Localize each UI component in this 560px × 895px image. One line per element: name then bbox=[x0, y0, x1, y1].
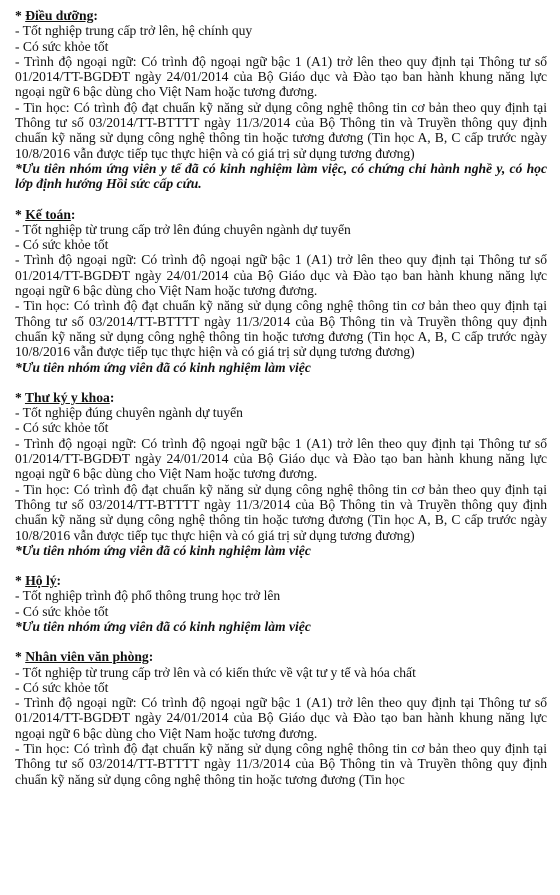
section-dieu-duong bbox=[15, 8, 547, 192]
section-heading bbox=[15, 390, 547, 405]
requirement-foreign-language: - Trình độ ngoại ngữ: Có trình độ ngoại ngữ bậc 1 (A1) trở lên theo quy định tại Thông tư số 01/2014/TT-BGDĐT ngày 24/01/2014 của Bộ Giáo dục và Đào tạo ban hành khung năng lực ngoại ngữ 6 bậc dùng cho Việt Nam hoặc tương đương. bbox=[15, 695, 547, 741]
heading-colon: : bbox=[148, 649, 154, 665]
requirement-health: - Có sức khỏe tốt bbox=[15, 679, 109, 695]
requirement-health: - Có sức khỏe tốt bbox=[15, 603, 109, 619]
heading-title: Kế toán bbox=[25, 206, 71, 222]
priority-note: *Ưu tiên nhóm ứng viên đã có kinh nghiệm làm việc bbox=[15, 359, 311, 375]
heading-colon: : bbox=[56, 573, 62, 589]
section-nhan-vien-van-phong bbox=[15, 649, 547, 787]
section-heading bbox=[15, 207, 547, 222]
heading-title: Điều dưỡng bbox=[25, 8, 94, 23]
heading-star: * bbox=[15, 8, 26, 23]
heading-star: * bbox=[15, 649, 26, 665]
heading-title: Thư ký y khoa bbox=[24, 389, 110, 405]
priority-note: *Ưu tiên nhóm ứng viên y tế đã có kinh nghiệm làm việc, có chứng chỉ hành nghề y, có học lớp định hướng Hồi sức cấp cứu. bbox=[15, 160, 547, 192]
section-heading bbox=[15, 649, 547, 664]
requirement-education: - Tốt nghiệp trình độ phổ thông trung học trở lên bbox=[15, 588, 281, 604]
requirement-education: - Tốt nghiệp từ trung cấp trở lên đúng chuyên ngành dự tuyển bbox=[15, 221, 351, 237]
requirement-foreign-language: - Trình độ ngoại ngữ: Có trình độ ngoại ngữ bậc 1 (A1) trở lên theo quy định tại Thông tư số 01/2014/TT-BGDĐT ngày 24/01/2014 của Bộ Giáo dục và Đào tạo ban hành khung năng lực ngoại ngữ 6 bậc dùng cho Việt Nam hoặc tương đương. bbox=[15, 435, 547, 482]
heading-colon: : bbox=[70, 206, 76, 222]
requirement-education: - Tốt nghiệp trung cấp trở lên, hệ chính quy bbox=[15, 23, 253, 39]
requirement-it: - Tin học: Có trình độ đạt chuẩn kỹ năng sử dụng công nghệ thông tin cơ bản theo quy định tại Thông tư số 03/2014/TT-BTTTT ngày 11/3/2014 của Bộ Thông tin và Truyền thông quy định chuẩn kỹ năng sử dụng công nghệ thông tin hoặc tương đương (Tin học A, B, C cấp trước ngày 10/8/2016 vẫn được tiếp tục thực hiện và có giá trị sử dụng tương đương) bbox=[15, 99, 547, 161]
heading-star: * bbox=[15, 389, 25, 405]
requirement-health: - Có sức khỏe tốt bbox=[15, 420, 109, 436]
requirement-foreign-language: - Trình độ ngoại ngữ: Có trình độ ngoại ngữ bậc 1 (A1) trở lên theo quy định tại Thông tư số 01/2014/TT-BGDĐT ngày 24/01/2014 của Bộ Giáo dục và Đào tạo ban hành khung năng lực ngoại ngữ 6 bậc dùng cho Việt Nam hoặc tương đương. bbox=[15, 252, 547, 299]
section-heading bbox=[15, 8, 547, 23]
requirement-it: - Tin học: Có trình độ đạt chuẩn kỹ năng sử dụng công nghệ thông tin cơ bản theo quy định tại Thông tư số 03/2014/TT-BTTTT ngày 11/3/2014 của Bộ Thông tin và Truyền thông quy định chuẩn kỹ năng sử dụng công nghệ thông tin hoặc tương đương (Tin học A, B, C cấp trước ngày 10/8/2016 vẫn được tiếp tục thực hiện và có giá trị sử dụng tương đương) bbox=[15, 298, 547, 360]
heading-star: * bbox=[15, 206, 26, 222]
section-ke-toan bbox=[15, 207, 547, 375]
heading-colon: : bbox=[109, 389, 115, 405]
heading-star: * bbox=[15, 573, 26, 589]
requirement-foreign-language: - Trình độ ngoại ngữ: Có trình độ ngoại ngữ bậc 1 (A1) trở lên theo quy định tại Thông tư số 01/2014/TT-BGDĐT ngày 24/01/2014 của Bộ Giáo dục và Đào tạo ban hành khung năng lực ngoại ngữ 6 bậc dùng cho Việt Nam hoặc tương đương. bbox=[15, 53, 547, 100]
requirement-education: - Tốt nghiệp từ trung cấp trở lên và có kiến thức về vật tư y tế và hóa chất bbox=[15, 664, 416, 680]
section-heading bbox=[15, 573, 547, 588]
heading-colon: : bbox=[93, 8, 98, 23]
section-ho-ly bbox=[15, 573, 547, 634]
requirement-it: - Tin học: Có trình độ đạt chuẩn kỹ năng sử dụng công nghệ thông tin cơ bản theo quy định tại Thông tư số 03/2014/TT-BTTTT ngày 11/3/2014 của Bộ Thông tin và Truyền thông quy định chuẩn kỹ năng sử dụng công nghệ thông tin hoặc tương đương (Tin học A, B, C cấp trước ngày 10/8/2016 vẫn được tiếp tục thực hiện và có giá trị sử dụng tương đương) bbox=[15, 481, 547, 543]
requirement-health: - Có sức khỏe tốt bbox=[15, 38, 109, 54]
section-thu-ky-y-khoa bbox=[15, 390, 547, 558]
requirement-it: - Tin học: Có trình độ đạt chuẩn kỹ năng sử dụng công nghệ thông tin cơ bản theo quy định tại Thông tư số 03/2014/TT-BTTTT ngày 11/3/2014 của Bộ Thông tin và Truyền thông quy định chuẩn kỹ năng sử dụng công nghệ thông tin hoặc tương đương (Tin học bbox=[15, 741, 547, 787]
priority-note: *Ưu tiên nhóm ứng viên đã có kinh nghiệm làm việc bbox=[15, 618, 311, 634]
heading-title: Nhân viên văn phòng bbox=[25, 649, 149, 665]
requirement-education: - Tốt nghiệp đúng chuyên ngành dự tuyển bbox=[15, 405, 243, 421]
priority-note: *Ưu tiên nhóm ứng viên đã có kinh nghiệm làm việc bbox=[15, 542, 311, 558]
heading-title: Hộ lý bbox=[25, 573, 57, 589]
requirement-health: - Có sức khỏe tốt bbox=[15, 237, 109, 253]
